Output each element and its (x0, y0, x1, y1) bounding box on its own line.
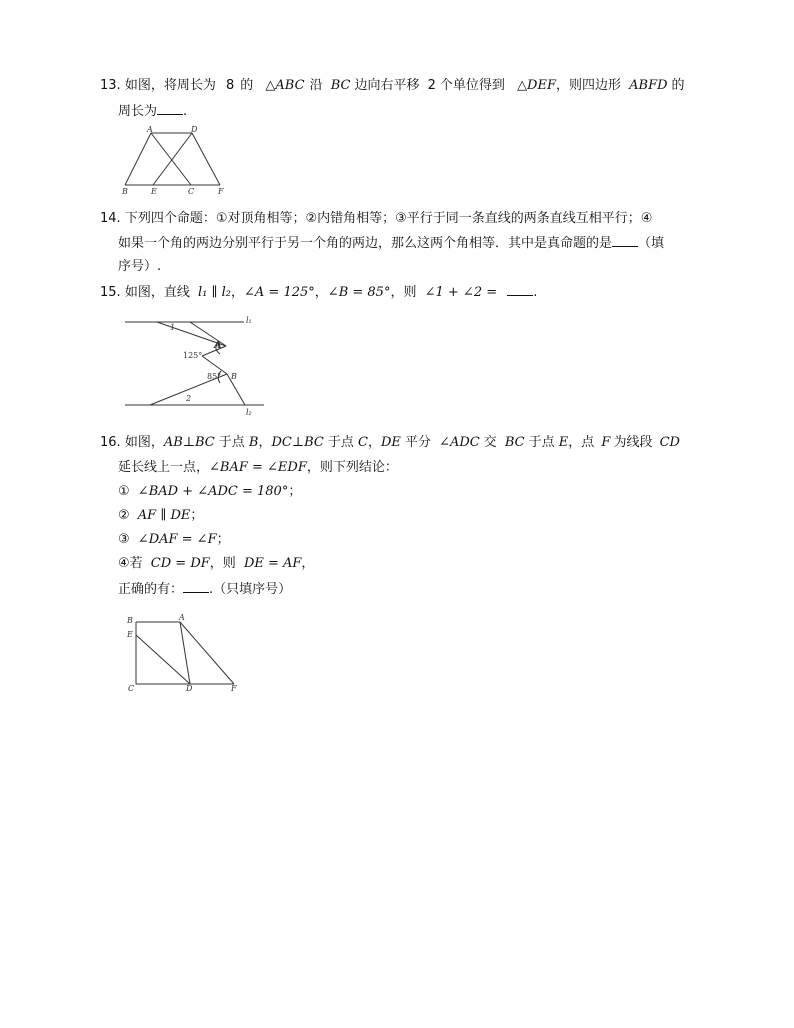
q16-line2 (118, 459, 398, 477)
q16-text: ， (367, 435, 381, 450)
q16-item-number: ③ (118, 532, 130, 547)
q16-math: CD (659, 435, 680, 450)
q16-figure (124, 612, 246, 694)
q16-text: 正确的有： (118, 582, 184, 597)
label-C: C (128, 684, 135, 693)
q15-number: 15. (100, 285, 121, 300)
q15-math: l₁ ∥ l₂ (197, 285, 231, 300)
label-B: B (122, 187, 128, 196)
q15-text: . (533, 285, 538, 300)
q13-figure (118, 124, 238, 196)
segment-AB (125, 133, 151, 185)
label-l1: l₁ (246, 316, 252, 325)
q15-math: ∠A = 125° (244, 285, 315, 300)
q16-item-1 (118, 483, 301, 501)
q16-math: DC⊥BC (271, 435, 324, 450)
q13-text: 个单位得到 (439, 78, 505, 93)
label-F: F (218, 187, 224, 196)
q13-number: 13. (100, 78, 121, 93)
q14-text: 如果一个角的两边分别平行于另一个角的两边，那么这两个角相等．其中是真命题的是 (118, 236, 613, 251)
q15-math: ∠1 + ∠2 = (424, 285, 498, 300)
q16-math: ∠BAF = ∠EDF (209, 460, 307, 475)
q16-math: F (601, 435, 611, 450)
q14-line3 (118, 258, 161, 276)
q15-line1 (100, 283, 537, 302)
label-85: 85° (207, 372, 222, 381)
q14-line2 (118, 234, 664, 253)
label-E: E (151, 187, 157, 196)
q14-number: 14. (100, 211, 121, 226)
q16-text: ； (288, 484, 302, 499)
q13-text: 沿 (309, 78, 323, 93)
q16-text: ，则下列结论： (306, 460, 398, 475)
q14-text: 序号）. (118, 259, 162, 274)
q16-number: 16. (100, 435, 121, 450)
q15-text: ， (314, 285, 328, 300)
label-F: F (231, 684, 237, 693)
q13-text: 2 (427, 78, 436, 93)
q13-text: 周长为 (118, 104, 158, 119)
q16-math: DE = AF (243, 556, 302, 571)
q16-item-4 (118, 555, 314, 573)
q15-figure (120, 310, 265, 420)
q16-text: 平分 (404, 435, 431, 450)
q16-math: AB⊥BC (163, 435, 215, 450)
label-B: B (127, 616, 133, 625)
q16-item-number: ② (118, 508, 130, 523)
segment-DF (192, 133, 220, 185)
q15-text: ， (231, 285, 245, 300)
q13-text: 8 (225, 78, 235, 93)
q16-item-number: ① (118, 484, 130, 499)
q14-text: （填 (638, 236, 665, 251)
label-D: D (191, 125, 198, 134)
q16-text: 为线段 (613, 435, 653, 450)
q16-text: 交 (483, 435, 497, 450)
q16-text: .（只填序号） (209, 582, 292, 597)
q16-text: ， (301, 556, 315, 571)
answer-blank (157, 102, 183, 115)
q13-text: ，则四边形 (556, 78, 622, 93)
label-A: A (214, 340, 222, 351)
q16-math: ∠DAF = ∠F (137, 532, 217, 547)
q16-item-number: ④若 (118, 556, 143, 571)
segment-ED (136, 635, 190, 684)
answer-blank (612, 234, 638, 247)
q15-math: ∠B = 85° (327, 285, 391, 300)
q15-text: 如图，直线 (124, 285, 190, 300)
q13-text: 边向右平移 (354, 78, 420, 93)
label-E: E (127, 630, 133, 639)
label-D: D (186, 684, 193, 693)
label-125: 125° (183, 351, 203, 360)
q15-text: ，则 (390, 285, 417, 300)
q16-text: ，则 (209, 556, 236, 571)
label-B: B (231, 372, 237, 381)
q13-math: △DEF (517, 78, 556, 93)
q13-math: ABFD (629, 78, 668, 93)
label-l2: l₂ (246, 408, 252, 417)
q16-item-3 (118, 531, 230, 549)
q13-line2 (118, 102, 187, 121)
label-angle-2: 2 (186, 394, 192, 403)
q16-text: ，点 (568, 435, 595, 450)
q14-text: 下列四个命题：①对顶角相等；②内错角相等；③平行于同一条直线的两条直线互相平行；④ (124, 211, 653, 226)
q16-math: CD = DF (150, 556, 210, 571)
q13-math: BC (330, 78, 351, 93)
q16-math: ∠BAD + ∠ADC = 180° (137, 484, 289, 499)
q16-item-2 (118, 507, 203, 525)
q16-text: ， (258, 435, 272, 450)
q13-text: 的 (671, 78, 685, 93)
q13-text: 的 (240, 78, 254, 93)
label-angle-1: 1 (170, 323, 176, 332)
q16-math: DE (380, 435, 401, 450)
label-A: A (179, 613, 185, 622)
q14-line1 (100, 210, 652, 228)
q16-text: 如图， (124, 435, 164, 450)
segment-AC (151, 133, 191, 185)
q16-line1 (100, 434, 680, 452)
q16-math: E (558, 435, 569, 450)
q16-math: B (248, 435, 259, 450)
q16-text: ； (216, 532, 230, 547)
q16-text: 于点 (218, 435, 245, 450)
q13-math: △ABC (265, 78, 305, 93)
answer-blank (183, 580, 209, 593)
q16-text: 延长线上一点， (118, 460, 210, 475)
q16-math: ∠ADC (439, 435, 480, 450)
q16-text: 于点 (327, 435, 354, 450)
q16-math: C (358, 435, 368, 450)
q13-text: . (183, 104, 188, 119)
label-A: A (147, 125, 153, 134)
q16-math: BC (504, 435, 525, 450)
q13-line1 (100, 77, 685, 95)
q16-text: 于点 (528, 435, 555, 450)
segment-DE (153, 133, 192, 185)
q16-math: AF ∥ DE (137, 508, 191, 523)
q16-answer (118, 580, 291, 599)
label-C: C (188, 187, 195, 196)
q13-text: 如图，将周长为 (124, 78, 216, 93)
q16-text: ； (190, 508, 204, 523)
answer-blank (507, 283, 533, 296)
